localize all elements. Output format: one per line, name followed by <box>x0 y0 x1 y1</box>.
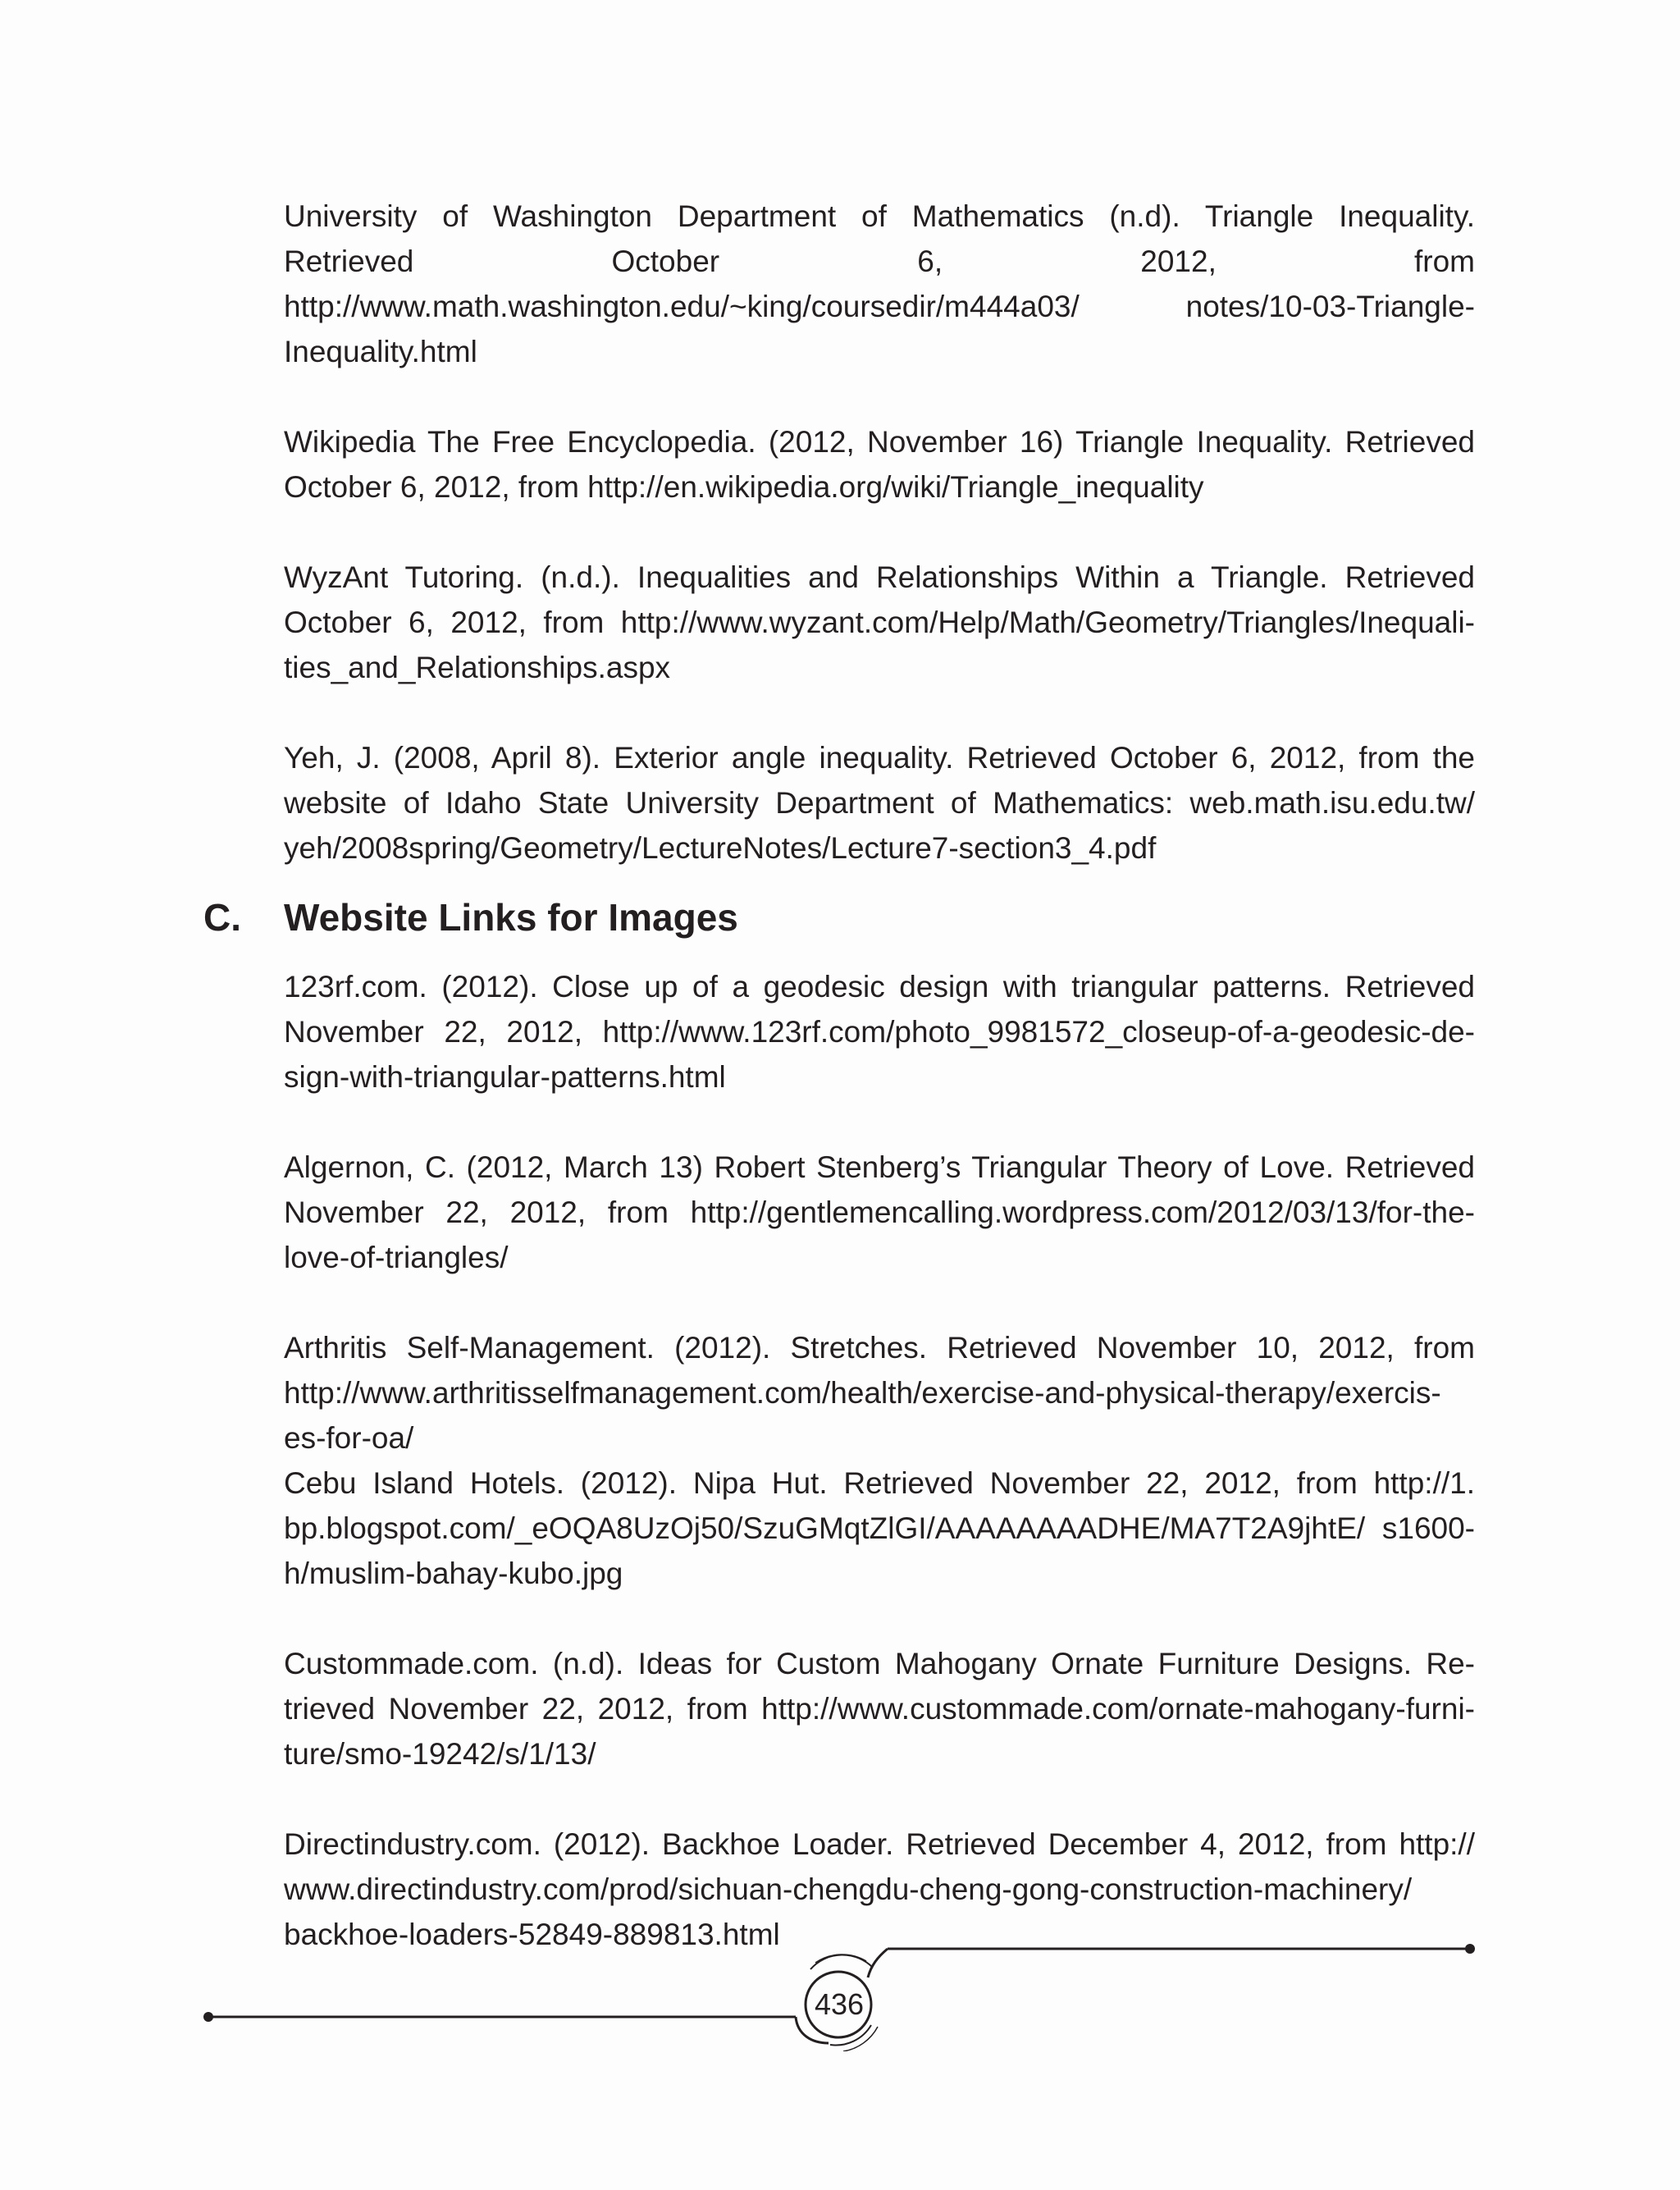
reference-entry: 123rf.com. (2012). Close up of a geodesic design with triangular patterns. Retrieved November 22, 2012, http://www.123rf.com/photo_9981572_closeup-of-a-geodesic-de- sign-with-triangular-patterns.html <box>284 970 1475 1094</box>
footer-ornament <box>0 1920 1680 2051</box>
reference-entry: Custommade.com. (n.d). Ideas for Custom Mahogany Ornate Furniture Designs. Re- trieved November 22, 2012, from http://www.custommade.com/ornate-mahogany-furni- ture/smo-19242/s/1/13/ <box>284 1647 1475 1771</box>
section-heading <box>203 889 1475 946</box>
reference-entry: Yeh, J. (2008, April 8). Exterior angle inequality. Retrieved October 6, 2012, from the website of Idaho State University Department of Mathematics: web.math.isu.edu.tw/ yeh/2008spring/Geometry/LectureNotes/Lecture7-section3_4.pdf <box>284 741 1475 865</box>
reference-entry: Directindustry.com. (2012). Backhoe Loader. Retrieved December 4, 2012, from http:// www.directindustry.com/prod/sichuan-chengdu-cheng-gong-construction-machinery/ backhoe-loaders-52849-889813.html <box>284 1827 1475 1951</box>
reference-entry: University of Washington Department of Mathematics (n.d). Triangle Inequality. Retrieved October 6, 2012, from http://www.math.washington.edu/~king/coursedir/m444a03/ notes/10-03-Triangle-Inequality.html <box>284 199 1475 368</box>
page-number: 436 <box>814 1987 865 2021</box>
page-content <box>203 194 1475 1957</box>
reference-entry: Algernon, C. (2012, March 13) Robert Stenberg’s Triangular Theory of Love. Retrieved November 22, 2012, from http://gentlemencalling.wordpress.com/2012/03/13/for-the- love-of-triangles/ <box>284 1150 1475 1274</box>
section-title: Website Links for Images <box>284 896 738 939</box>
page-footer <box>0 1920 1680 2051</box>
footer-curve-right <box>868 1949 888 1977</box>
footer-dot-right <box>1465 1944 1475 1954</box>
reference-entry: Cebu Island Hotels. (2012). Nipa Hut. Retrieved November 22, 2012, from http://1. bp.blogspot.com/_eOQA8UzOj50/SzuGMqtZlGI/AAAAAAAADHE/MA7T2A9jhtE/ s1600-h/muslim-bahay-kubo.jpg <box>284 1466 1475 1590</box>
reference-entry: WyzAnt Tutoring. (n.d.). Inequalities and Relationships Within a Triangle. Retrieved October 6, 2012, from http://www.wyzant.com/Help/Math/Geometry/Triangles/Inequali- ties_and_Relationships.aspx <box>284 560 1475 684</box>
section-letter: C. <box>203 896 241 939</box>
reference-entry: Wikipedia The Free Encyclopedia. (2012, November 16) Triangle Inequality. Retrieved October 6, 2012, from http://en.wikipedia.org/wiki/Triangle_inequality <box>284 425 1475 504</box>
reference-entry: Arthritis Self-Management. (2012). Stretches. Retrieved November 10, 2012, from http://www.arthritisselfmanagement.com/health/exercise-and-physical-therapy/exercis- es-for-oa/ <box>284 1331 1475 1455</box>
footer-arc-top <box>810 1955 873 1969</box>
